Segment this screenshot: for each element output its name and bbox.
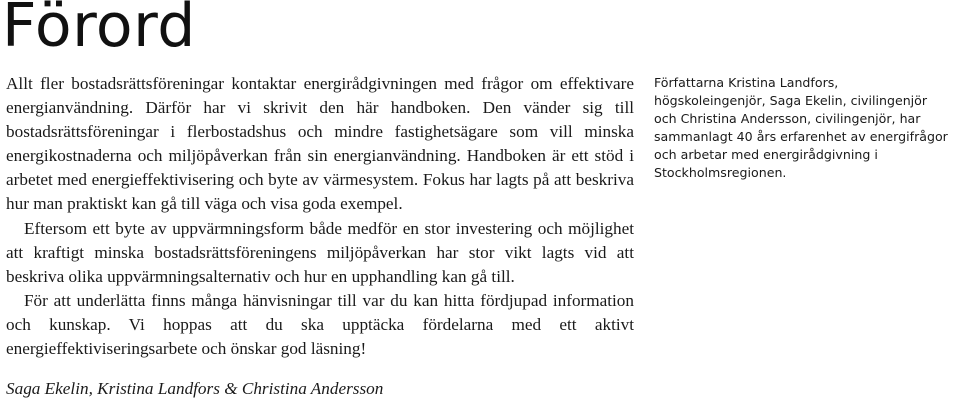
preface-body <box>6 72 634 361</box>
authors-note: Författarna Kristina Landfors, högskoleingenjör, Saga Ekelin, civilingenjör och Christina Andersson, civilingenjör, har sammanlagt 40 års erfarenhet av energifrågor och arbetar med energirådgivning i Stockholmsregionen. <box>654 75 948 180</box>
paragraph-closing: För att underlätta finns många hänvisningar till var du kan hitta fördjupad information och kunskap. Vi hoppas att du ska upptäcka fördelarna med ett aktivt energieffektiviseringsarbete och önskar god läsning! <box>6 290 634 359</box>
paragraph-intro: Allt fler bostadsrättsföreningar kontaktar energirådgivningen med frågor om effektivare energianvändning. Därför har vi skrivit den här handboken. Den vänder sig till bostadsrättsföreningar i flerbostadshus och mindre fastighetsägare som vill minska energikostnaderna och miljöpåverkan från sin energianvändning. Handboken är ett stöd i arbetet med energieffektivisering och byte av värmesystem. Fokus har lagts på att beskriva hur man praktiskt kan gå till väga och visa goda exempel. <box>6 74 634 214</box>
paragraph-heating: Eftersom ett byte av uppvärmningsform både medför en stor investering och möjlighet att kraftigt minska bostadsrättsföreningens miljöpåverkan har stor vikt lagts vid att beskriva olika uppvärmningsalternativ och hur en upphandling kan gå till. <box>6 218 634 286</box>
signature: Saga Ekelin, Kristina Landfors & Christina Andersson <box>6 379 384 398</box>
page-title: Förord <box>2 0 196 61</box>
